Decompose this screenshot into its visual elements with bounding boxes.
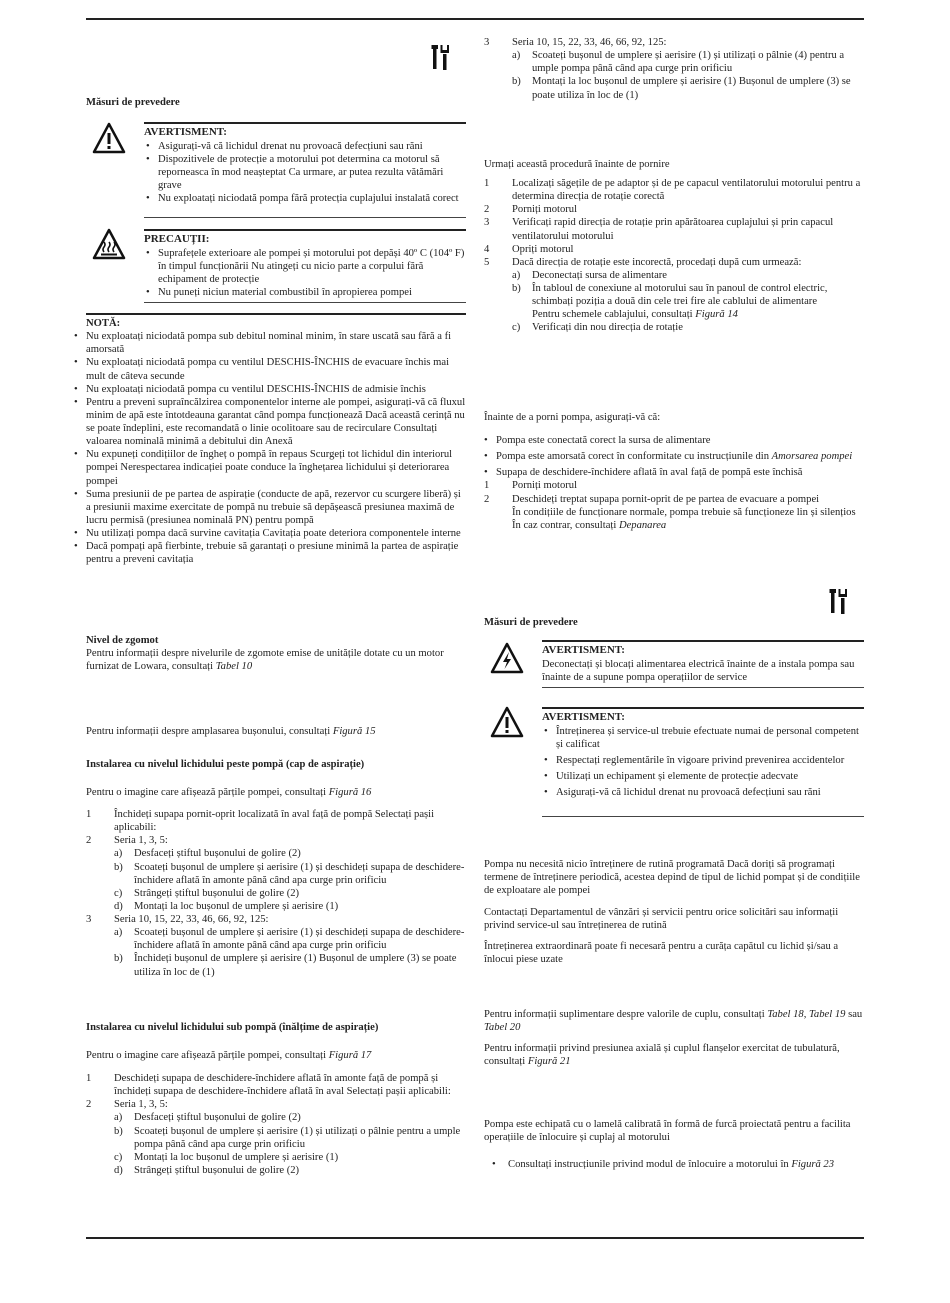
warning-title: AVERTISMENT: <box>542 711 625 723</box>
above-heading: Instalarea cu nivelul lichidului peste pompă (cap de aspirație) <box>86 759 365 770</box>
tools-icon <box>828 588 850 616</box>
caution-box <box>144 229 466 303</box>
list-item: • Suprafețele exterioare ale pompei și motorului pot depăși 40º C (104º F) în timpul funcționării Nu atingeți cu nicio parte a corpului fără echipament de protecție <box>144 247 466 286</box>
list-item: • Dacă pompați apă fierbinte, trebuie să garantați o presiune minimă la partea de aspirație pentru a preveni cavitația <box>72 540 466 566</box>
torque-p2: Pentru informații privind presiunea axială și cuplul flanșelor exercitat de tubulatură, consultați Figură 21 <box>484 1043 840 1068</box>
step-item: 1 Deschideți supapa de deschidere-închidere aflată în amonte față de pompă și închideți supapa de deschidere-închidere aflată în aval Selectați pașii aplicabili: <box>86 1073 451 1098</box>
note-list <box>72 330 466 566</box>
list-item: • Nu exploatați niciodată pompa cu ventilul DESCHIS-ÎNCHIS de admisie închis <box>72 383 466 396</box>
list-item: • Nu exploatați niciodată pompa cu ventilul DESCHIS-ÎNCHIS de evacuare închis mai mult de câteva secunde <box>72 356 466 382</box>
warning-title: AVERTISMENT: <box>144 126 227 138</box>
warning-text: Deconectați și blocați alimentarea electrică înainte de a instala pompa sau înainte de a supune pompa operațiilor de service <box>542 658 855 683</box>
below-heading: Instalarea cu nivelul lichidului sub pompă (înălțime de aspirație) <box>86 1022 379 1033</box>
below-steps <box>86 1072 466 1177</box>
troubleshoot-ref: Depanarea <box>618 519 667 531</box>
substep-item: a) Scoateți bușonul de umplere și aerisire (1) și deschideți supapa de deschidere-închidere aflată în amonte până când apa curge prin orificiu <box>114 927 465 952</box>
start-checklist <box>484 434 864 532</box>
list-item: • Consultați instrucțiunile privind modul de înlocuire a motorului în Figură 23 <box>490 1158 864 1171</box>
warning-box-1 <box>144 122 466 218</box>
list-item: • Nu utilizați pompa dacă survine cavitația Cavitația poate deteriora componentele interne <box>72 527 466 540</box>
list-item: • Respectați reglementările în vigoare privind prevenirea accidentelor <box>542 754 864 767</box>
plug-text: Pentru informații despre amplasarea bușonului, consultați Figură 15 <box>86 726 376 737</box>
substep-item: d) Montați la loc bușonul de umplere și aerisire (1) <box>114 900 339 912</box>
step-item: 3 Seria 10, 15, 22, 33, 46, 66, 92, 125: <box>484 37 667 48</box>
step-item: 1 Închideți supapa pornit-oprit localizată în aval față de pompă Selectați pașii aplicabili: <box>86 809 435 834</box>
substep-item: a) Deconectați sursa de alimentare <box>512 269 668 281</box>
list-item: • Utilizați un echipament și elemente de protecție adecvate <box>542 770 864 783</box>
torque-p1: Pentru informații suplimentare despre valorile de cuplu, consultați Tabel 18, Tabel 19 sau Tabel 20 <box>484 1009 863 1034</box>
precautions-heading: Măsuri de prevedere <box>484 617 578 628</box>
torque-ref: Tabel 18 <box>767 1009 804 1020</box>
rotation-intro: Urmați această procedură înainte de pornire <box>484 159 670 170</box>
warning-list-1 <box>144 140 466 206</box>
maintenance-p2: Contactați Departamentul de vânzări și servicii pentru orice solicitări sau informații privind service-ul sau întreținerea de rutină <box>484 907 839 932</box>
noise-ref: Tabel 10 <box>215 661 253 673</box>
list-item: • Nu exploatați niciodată pompa fără protecția cuplajului instalată corect <box>144 192 466 205</box>
list-item: • Suma presiunii de pe partea de aspirație (conducte de apă, rezervor cu scurgere liberă) și a presiunii maxime exercitate de pompă nu trebuie să depășească presiunea maximă de lucru permisă (presiunea nominală PN) pentru pompă <box>72 488 466 527</box>
list-item: • Nu puneți niciun material combustibil în apropierea pompei <box>144 286 466 299</box>
plug-ref: Figură 15 <box>332 726 376 737</box>
torque-ref: Tabel 20 <box>484 1022 521 1034</box>
step-item: 2 Porniți motorul <box>484 204 578 216</box>
list-item: • Pompa este conectată corect la sursa de alimentare <box>482 434 864 447</box>
list-item: • Supapa de deschidere-închidere aflată în aval față de pompă este închisă <box>482 466 864 479</box>
list-item: • Nu exploatați niciodată pompa sub debitul nominal minim, în stare uscată sau fără a fi amorsată <box>72 330 466 356</box>
priming-ref: Amorsarea pompei <box>771 451 853 463</box>
note-block <box>86 313 466 566</box>
precautions-heading: Măsuri de prevedere <box>86 97 180 108</box>
caution-title: PRECAUȚII: <box>144 233 210 245</box>
substep-item: a) Scoateți bușonul de umplere și aerisire (1) și utilizați o pâlnie (4) pentru a umple pompa până când apa curge prin orificiu <box>512 50 845 75</box>
substep-item: b) Montați la loc bușonul de umplere și aerisire (1) Bușonul de umplere (3) se poate utiliza în loc de (1) <box>512 76 851 101</box>
step-item: 1 Porniți motorul <box>484 480 578 492</box>
torque-ref: Tabel 19 <box>809 1009 846 1020</box>
list-item: • Pompa este amorsată corect în conformitate cu instrucțiunile din Amorsarea pompei <box>482 450 864 463</box>
warning-icon <box>92 122 126 156</box>
step-item: 2 Seria 1, 3, 5: <box>86 835 168 847</box>
above-steps <box>86 808 466 979</box>
warning-title: AVERTISMENT: <box>542 644 625 656</box>
step-item: 3 Verificați rapid direcția de rotație prin apărătoarea cuplajului și prin capacul ventilatorului motorului <box>484 217 834 242</box>
substep-item: b) Scoateți bușonul de umplere și aerisire (1) și deschideți supapa de deschidere-închidere aflată în amonte până când apa curge prin orificiu <box>114 861 465 886</box>
noise-heading: Nivel de zgomot <box>86 635 159 646</box>
noise-text: Pentru informații despre nivelurile de zgomote emise de unitățile dotate cu un motor furnizat de Lowara, consultați Tabel 10 <box>86 648 444 673</box>
substep-item: c) Verificați din nou direcția de rotație <box>512 322 683 334</box>
step3-block <box>484 36 864 102</box>
step-item: 1 Localizați săgețile de pe adaptor și de pe capacul ventilatorului motorului pentru a determina direcția de rotație corectă <box>484 178 861 203</box>
below-ref: Figură 17 <box>328 1050 372 1061</box>
top-rule <box>86 18 864 20</box>
noise-section <box>86 634 466 673</box>
rotation-ref: Figură 14 <box>695 309 738 321</box>
note-title: NOTĂ: <box>86 318 121 329</box>
below-intro: Pentru o imagine care afișează părțile pompei, consultați Figură 17 <box>86 1050 372 1061</box>
maintenance-p3: Întreținerea extraordinară poate fi necesară pentru a curăța capătul cu lichid și/sau a înlocui piese uzate <box>484 941 839 966</box>
caution-list <box>144 247 466 300</box>
step-item: 2 Seria 1, 3, 5: <box>86 1099 168 1111</box>
motor-p: Pompa este echipată cu o lamelă calibrată în formă de furcă proiectată pentru a facilita operațiile de înlocuire și cuplaj al motorului <box>484 1119 851 1144</box>
motor-list <box>484 1158 864 1171</box>
list-item: • Pentru a preveni supraîncălzirea componentelor interne ale pompei, asigurați-vă că fluxul minim de apă este întotdeauna garantat când pompa funcționează Dacă această cerință nu se poate îndeplini, este recomandată o linie ocolitoare sau de recirculare Consultați valoarea nominală minimă a debitului din Anexă <box>72 396 466 449</box>
substep-item: d) Strângeți știftul bușonului de golire (2) <box>114 1164 300 1176</box>
warning-box-2 <box>542 640 864 688</box>
substep-item: b) Scoateți bușonul de umplere și aerisire (1) și utilizați o pâlnie pentru a umple pompa până când apa curge prin orificiu <box>114 1125 461 1150</box>
electric-hazard-icon <box>490 642 524 676</box>
motor-ref: Figură 23 <box>791 1159 835 1170</box>
warning-list-3 <box>542 725 864 800</box>
rotation-steps <box>484 177 864 335</box>
hot-surface-icon <box>92 228 126 262</box>
step-item: 4 Opriți motorul <box>484 243 574 255</box>
warning-box-3 <box>542 707 864 817</box>
substep-item: a) Desfaceți știftul bușonului de golire (2) <box>114 1112 301 1124</box>
step-item: 3 Seria 10, 15, 22, 33, 46, 66, 92, 125: <box>86 914 269 925</box>
above-intro: Pentru o imagine care afișează părțile pompei, consultați Figură 16 <box>86 787 372 798</box>
substep-item: b) Închideți bușonul de umplere și aerisire (1) Bușonul de umplere (3) se poate utiliza în loc de (1) <box>114 953 457 978</box>
tools-icon <box>430 44 452 72</box>
substep-item: b) În tabloul de conexiune al motorului sau în panoul de control electric, schimbați poziția a două din cele trei fire ale cablului de alimentare Pentru schemele cablajului, consultați Figură 14 <box>512 283 828 321</box>
list-item: • Nu expuneți condițiilor de îngheț o pompă în repaus Scurgeți tot lichidul din interiorul pompei Nerespectarea indicației poate conduce la înghețarea lichidului și deteriorarea pompei <box>72 448 466 487</box>
above-ref: Figură 16 <box>328 787 372 798</box>
list-item: • Asigurați-vă că lichidul drenat nu provoacă defecțiuni sau răni <box>542 786 864 799</box>
bottom-rule <box>86 1237 864 1239</box>
torque-ref: Figură 21 <box>527 1056 571 1068</box>
warning-icon <box>490 706 524 740</box>
start-intro: Înainte de a porni pompa, asigurați-vă că: <box>484 412 661 423</box>
list-item: • Asigurați-vă că lichidul drenat nu provoacă defecțiuni sau răni <box>144 140 466 153</box>
step-item: 5 Dacă direcția de rotație este incorectă, procedați după cum urmează: <box>484 256 802 268</box>
substep-item: a) Desfaceți știftul bușonului de golire (2) <box>114 848 301 860</box>
step-item: 2 Deschideți treptat supapa pornit-oprit de pe partea de evacuare a pompei În condițiile de funcționare normale, pompa trebuie să funcționeze lin și silențios În caz contrar, consultați Depanarea <box>484 493 856 531</box>
list-item: • Întreținerea și service-ul trebuie efectuate numai de personal competent și calificat <box>542 725 864 751</box>
maintenance-p1: Pompa nu necesită nicio întreținere de rutină programată Dacă doriți să programați termene de întreținere periodică, acestea depind de tipul de lichid pompat și de condițiile de exploatare ale pompei <box>484 859 860 897</box>
list-item: • Dispozitivele de protecție a motorului pot determina ca motorul să reporneasca în mod neașteptat Ca urmare, ar putea rezulta vătămări grave <box>144 153 466 192</box>
substep-item: c) Strângeți știftul bușonului de golire (2) <box>114 887 300 899</box>
substep-item: c) Montați la loc bușonul de umplere și aerisire (1) <box>114 1151 339 1163</box>
